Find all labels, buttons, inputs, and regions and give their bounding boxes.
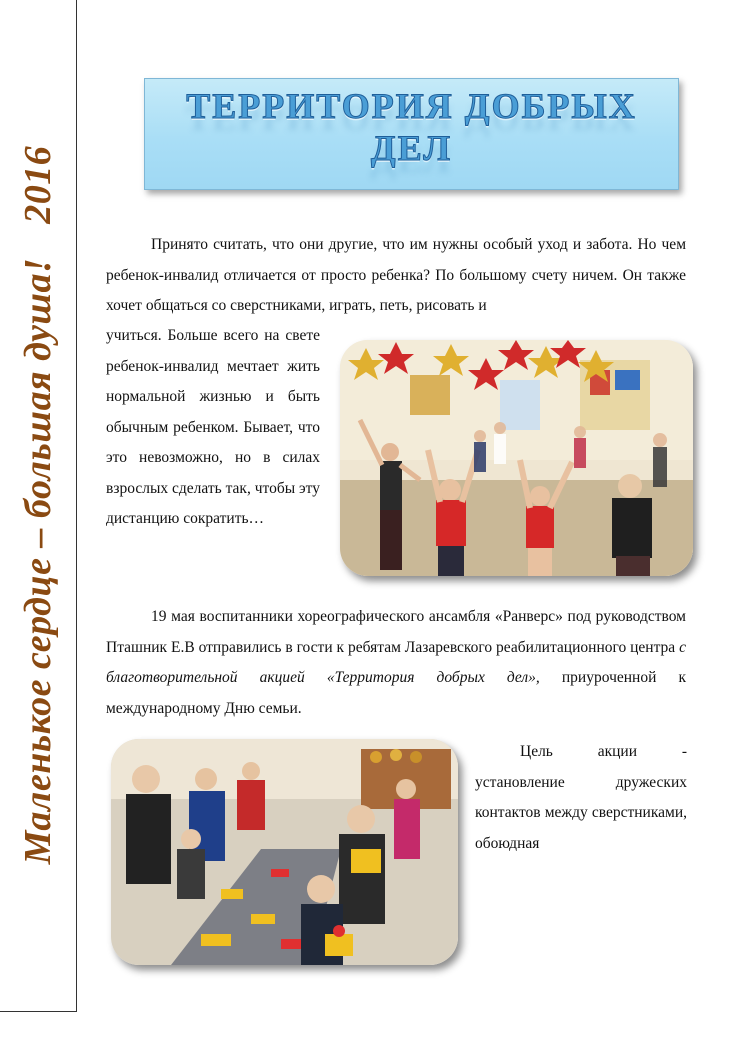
dance-photo-icon <box>340 340 693 576</box>
paragraph-intro: Принято считать, что они другие, что им нужны особый уход и забота. Но чем ребенок-инвалид отличается от просто ребенка? По большому счету ничем. Он также хочет общаться со сверстниками, играть, петь, рисовать и <box>106 236 686 314</box>
paragraph-event-start: 19 мая воспитанники хореографического ансамбля «Ранверс» под руководством Пташник Е.В отправились в гости к ребятам Лазаревского реабилитационного центра <box>106 608 686 656</box>
paragraph-intro-continued: учиться. Больше всего на свете ребенок-инвалид мечтает жить нормальной жизнью и быть обычным ребенком. Бывает, что это невозможно, но в силах взрослых сделать так, чтобы эту дистанцию сократить… <box>106 327 320 527</box>
side-band <box>0 0 77 1012</box>
paragraph-event-end: приуроченной к международному Дню семьи. <box>106 669 686 717</box>
craft-photo-icon <box>111 739 458 965</box>
side-slogan <box>16 146 60 865</box>
paragraph-goal: Цель акции - установление дружеских контактов между сверстниками, обоюдная <box>475 743 687 852</box>
paragraph-event-italic: с благотворительной акцией «Территория добрых дел», <box>106 638 686 686</box>
dance-photo <box>340 340 693 576</box>
side-slogan-text: Маленькое сердце – большая душа! <box>17 257 59 865</box>
paragraph-event <box>106 602 686 724</box>
craft-photo <box>111 739 458 965</box>
side-year: 2016 <box>17 145 59 224</box>
page-title: ТЕРРИТОРИЯ ДОБРЫХ ДЕЛ <box>186 86 637 168</box>
title-banner <box>144 78 679 190</box>
